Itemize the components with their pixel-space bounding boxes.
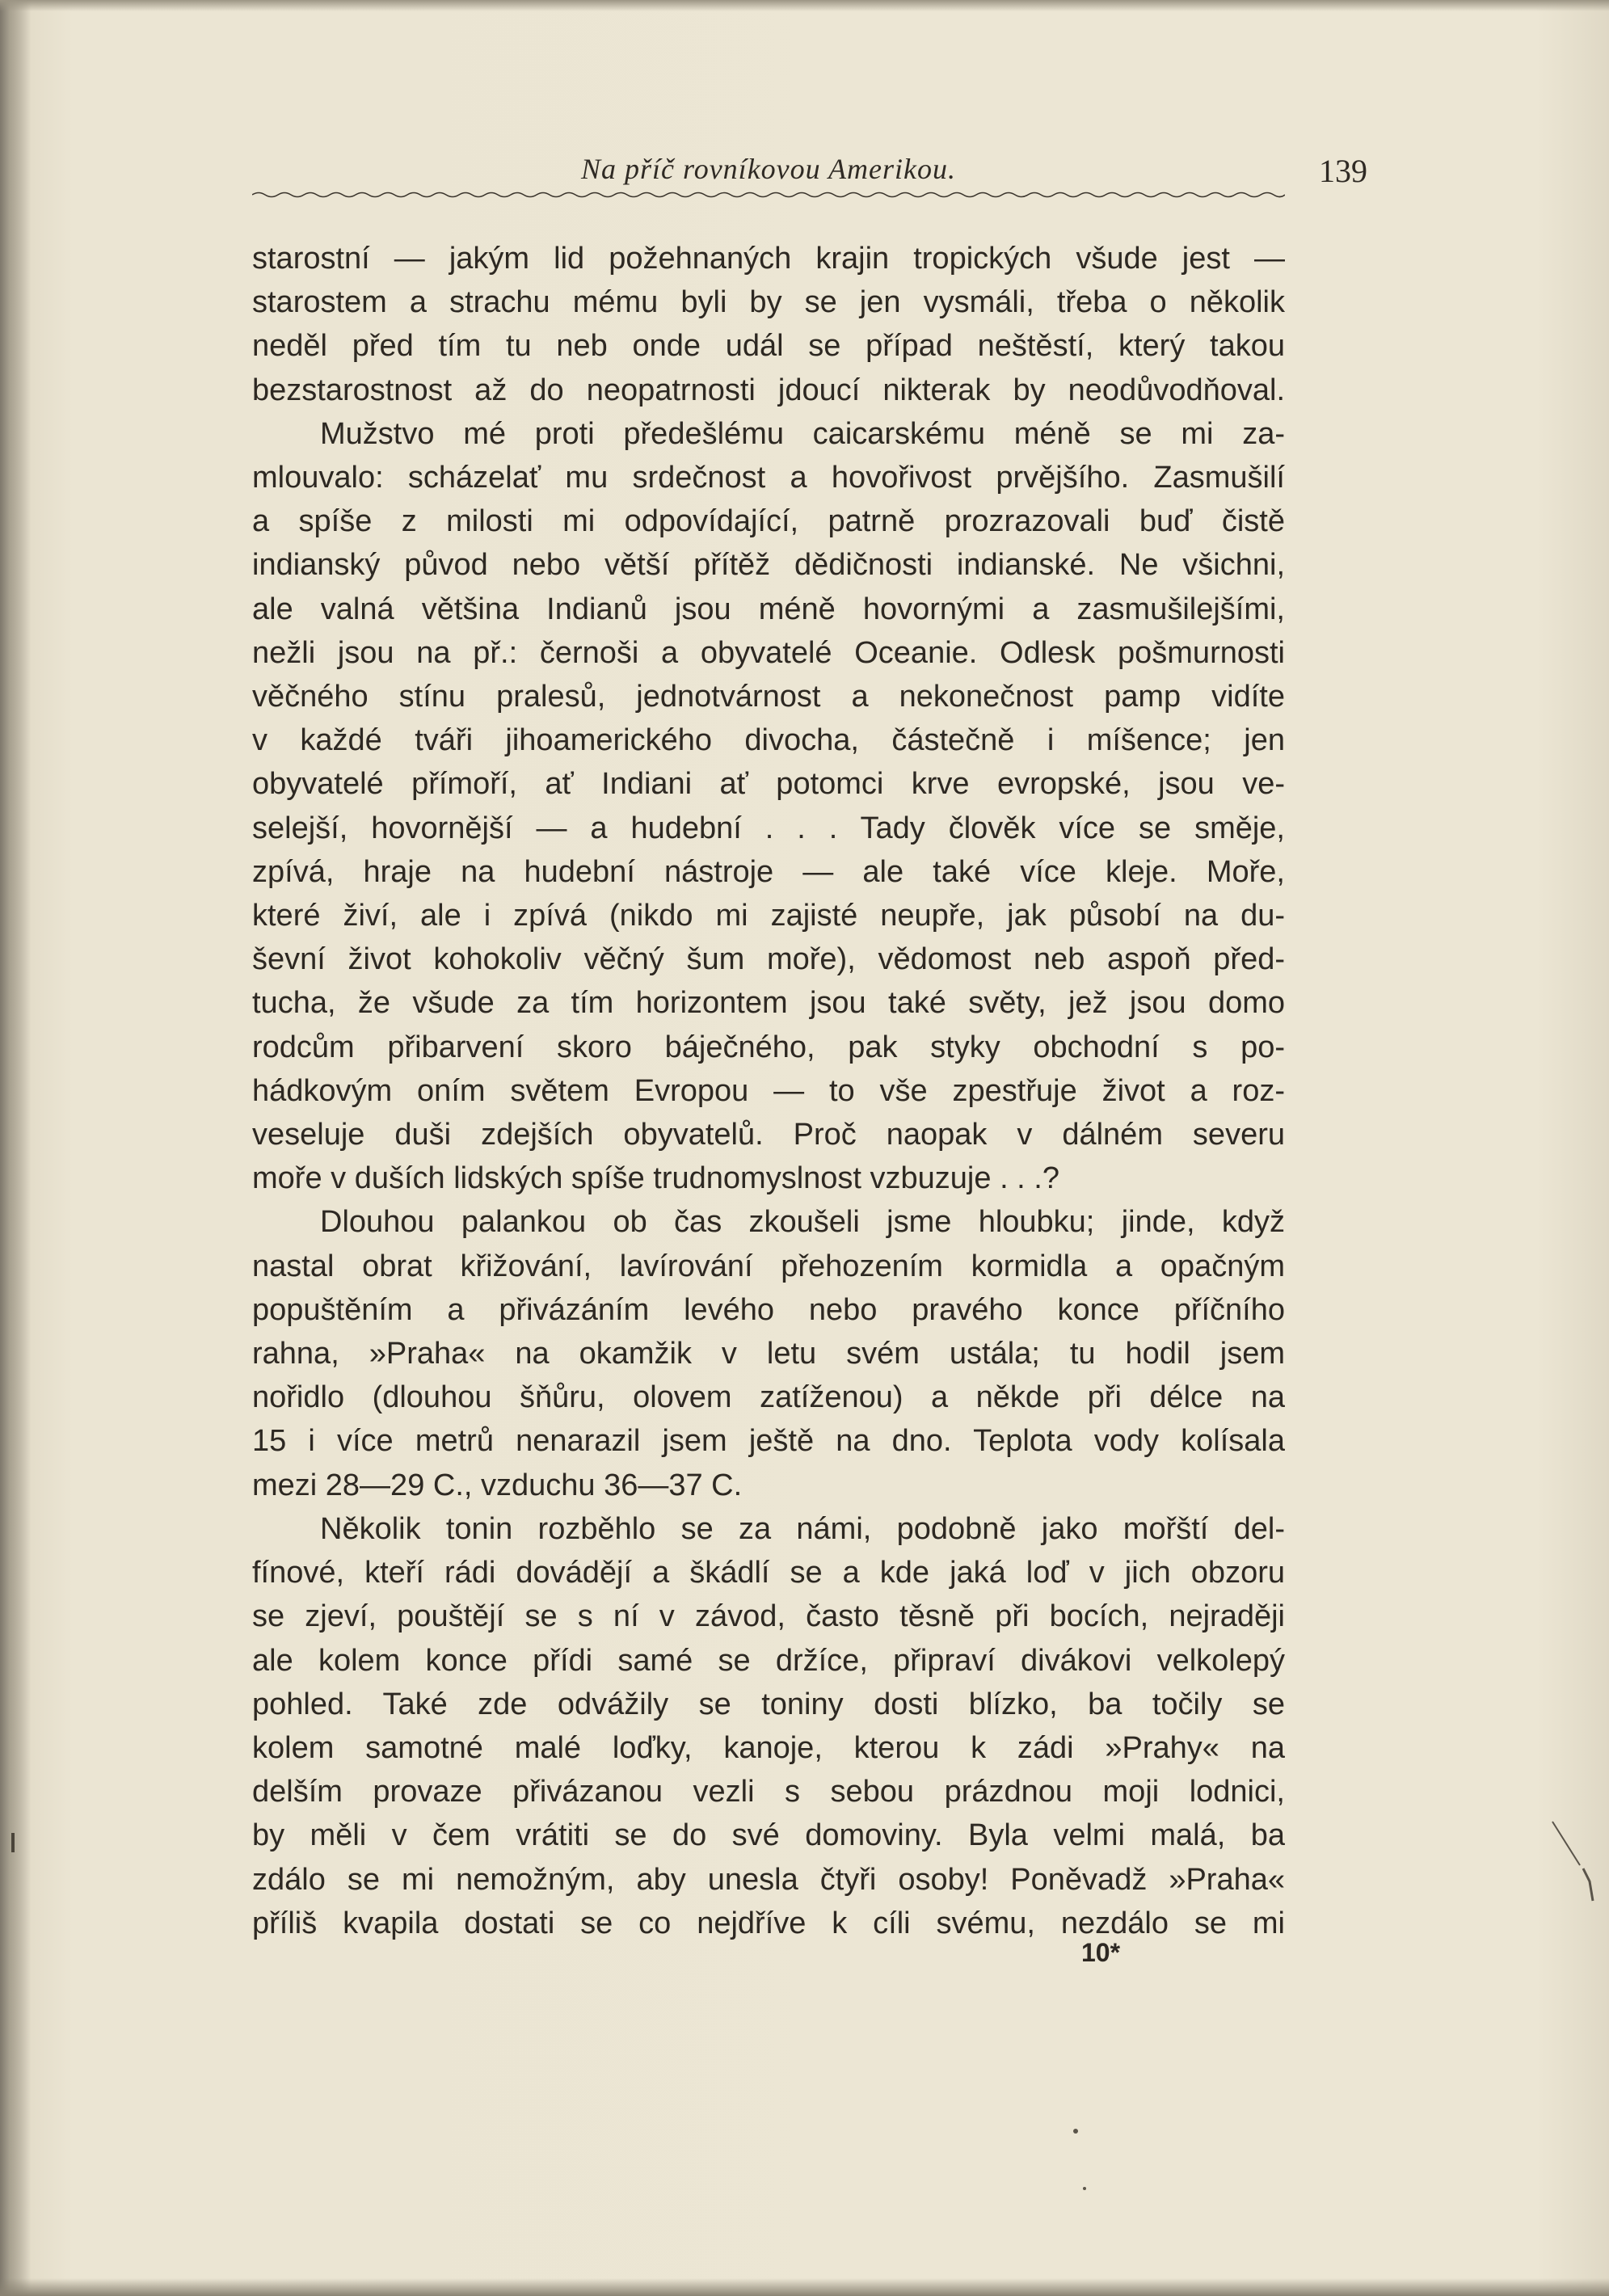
text-line: Mužstvo mé proti předešlému caicarskému méně se mi za- bbox=[320, 416, 1285, 451]
paragraph-1 bbox=[252, 237, 1285, 412]
text-line: v každé tváři jihoamerického divocha, částečně i míšence; jen bbox=[252, 723, 1285, 758]
text-line: které živí, ale i zpívá (nikdo mi zajisté neupře, jak působí na du- bbox=[252, 899, 1285, 933]
book-spine-shadow bbox=[0, 0, 31, 2296]
text-line: indianský původ nebo větší přítěž dědičnosti indianské. Ne všichni, bbox=[252, 548, 1285, 583]
signature-mark: 10* bbox=[1081, 1938, 1121, 1967]
text-line: starostní — jakým lid požehnaných krajin tropických všude jest — bbox=[252, 242, 1285, 276]
running-title: Na příč rovníkovou Amerikou. bbox=[581, 153, 956, 185]
paragraph-3 bbox=[252, 1200, 1285, 1506]
text-line: příliš kvapila dostati se co nejdříve k cíli svému, nezdálo se mi bbox=[252, 1906, 1285, 1940]
paragraph-2 bbox=[252, 412, 1285, 1201]
text-line: mezi 28—29 C., vzduchu 36—37 C. bbox=[252, 1468, 743, 1502]
text-line: veseluje duši zdejších obyvatelů. Proč naopak v dálném severu bbox=[252, 1118, 1285, 1152]
paper-speck bbox=[1073, 2129, 1078, 2134]
body-text bbox=[252, 237, 1285, 1945]
text-line: hádkovým oním světem Evropou — to vše zpestřuje život a roz- bbox=[252, 1073, 1285, 1108]
text-line: neděl před tím tu neb onde udál se případ neštěstí, který takou bbox=[252, 329, 1285, 364]
text-line: zpívá, hraje na hudební nástroje — ale také více kleje. Moře, bbox=[252, 854, 1285, 889]
page-bottom-edge bbox=[0, 2278, 1609, 2296]
text-line: nežli jsou na př.: černoši a obyvatelé Oceanie. Odlesk pošmurnosti bbox=[252, 635, 1285, 670]
text-line: 15 i více metrů nenarazil jsem ještě na dno. Teplota vody kolísala bbox=[252, 1424, 1285, 1459]
text-line: rahna, »Praha« na okamžik v letu svém ustála; tu hodil jsem bbox=[252, 1337, 1285, 1371]
text-line: ale kolem konce přídi samé se držíce, připraví divákovi velkolepý bbox=[252, 1643, 1285, 1678]
text-line: pohled. Také zde odvážily se toniny dosti blízko, ba točily se bbox=[252, 1687, 1285, 1721]
text-line: obyvatelé přímoří, ať Indiani ať potomci krve evropské, jsou ve- bbox=[252, 767, 1285, 802]
running-head bbox=[252, 147, 1367, 204]
page-number: 139 bbox=[1319, 153, 1367, 189]
text-line: starostem a strachu mému byli by se jen vysmáli, třeba o několik bbox=[252, 285, 1285, 320]
text-line: by měli v čem vrátiti se do své domoviny. Byla velmi malá, ba bbox=[252, 1818, 1285, 1853]
text-line: a spíše z milosti mi odpovídající, patrně prozrazovali buď čistě bbox=[252, 504, 1285, 539]
text-line: věčného stínu pralesů, jednotvárnost a nekonečnost pamp vidíte bbox=[252, 680, 1285, 714]
wavy-header-rule bbox=[252, 191, 1285, 199]
text-line: Dlouhou palankou ob čas zkoušeli jsme hloubku; jinde, když bbox=[320, 1205, 1285, 1240]
text-line: ševní život kohokoliv věčný šum moře), vědomost neb aspoň před- bbox=[252, 942, 1285, 977]
text-line: nořidlo (dlouhou šňůru, olovem zatíženou) a někde při délce na bbox=[252, 1380, 1285, 1415]
text-line: zdálo se mi nemožným, aby unesla čtyři osoby! Poněvadž »Praha« bbox=[252, 1862, 1285, 1897]
margin-pencil-mark bbox=[1548, 1817, 1596, 1906]
text-line: mlouvalo: scházelať mu srdečnost a hovořivost prvějšího. Zasmušilí bbox=[252, 461, 1285, 495]
text-line: popuštěním a přivázáním levého nebo pravého konce příčního bbox=[252, 1292, 1285, 1327]
text-line: nastal obrat křižování, lavírování přehozením kormidla a opačným bbox=[252, 1249, 1285, 1283]
page-top-edge bbox=[0, 0, 1609, 11]
text-line: selejší, hovornější — a hudební . . . Tady člověk více se směje, bbox=[252, 811, 1285, 845]
text-line: bezstarostnost až do neopatrnosti jdoucí nikterak by neodůvodňoval. bbox=[252, 373, 1285, 407]
text-line: tucha, že všude za tím horizontem jsou také světy, jež jsou domo bbox=[252, 986, 1285, 1021]
margin-speck bbox=[11, 1833, 15, 1852]
text-line: rodcům přibarvení skoro báječného, pak styky obchodní s po- bbox=[252, 1030, 1285, 1064]
paragraph-4 bbox=[252, 1507, 1285, 1945]
text-line: ale valná většina Indianů jsou méně hovornými a zasmušilejšími, bbox=[252, 592, 1285, 626]
paper-speck bbox=[1083, 2187, 1086, 2190]
text-line: delším provaze přivázanou vezli s sebou prázdnou moji lodnici, bbox=[252, 1775, 1285, 1809]
text-line: moře v duších lidských spíše trudnomyslnost vzbuzuje . . .? bbox=[252, 1161, 1059, 1196]
text-line: fínové, kteří rádi dovádějí a škádlí se a kde jaká loď v jich obzoru bbox=[252, 1556, 1285, 1590]
text-line: se zjeví, pouštějí se s ní v závod, často těsně při bocích, nejraději bbox=[252, 1599, 1285, 1634]
text-line: kolem samotné malé loďky, kanoje, kterou k zádi »Prahy« na bbox=[252, 1730, 1285, 1765]
text-line: Několik tonin rozběhlo se za námi, podobně jako mořští del- bbox=[320, 1511, 1285, 1546]
